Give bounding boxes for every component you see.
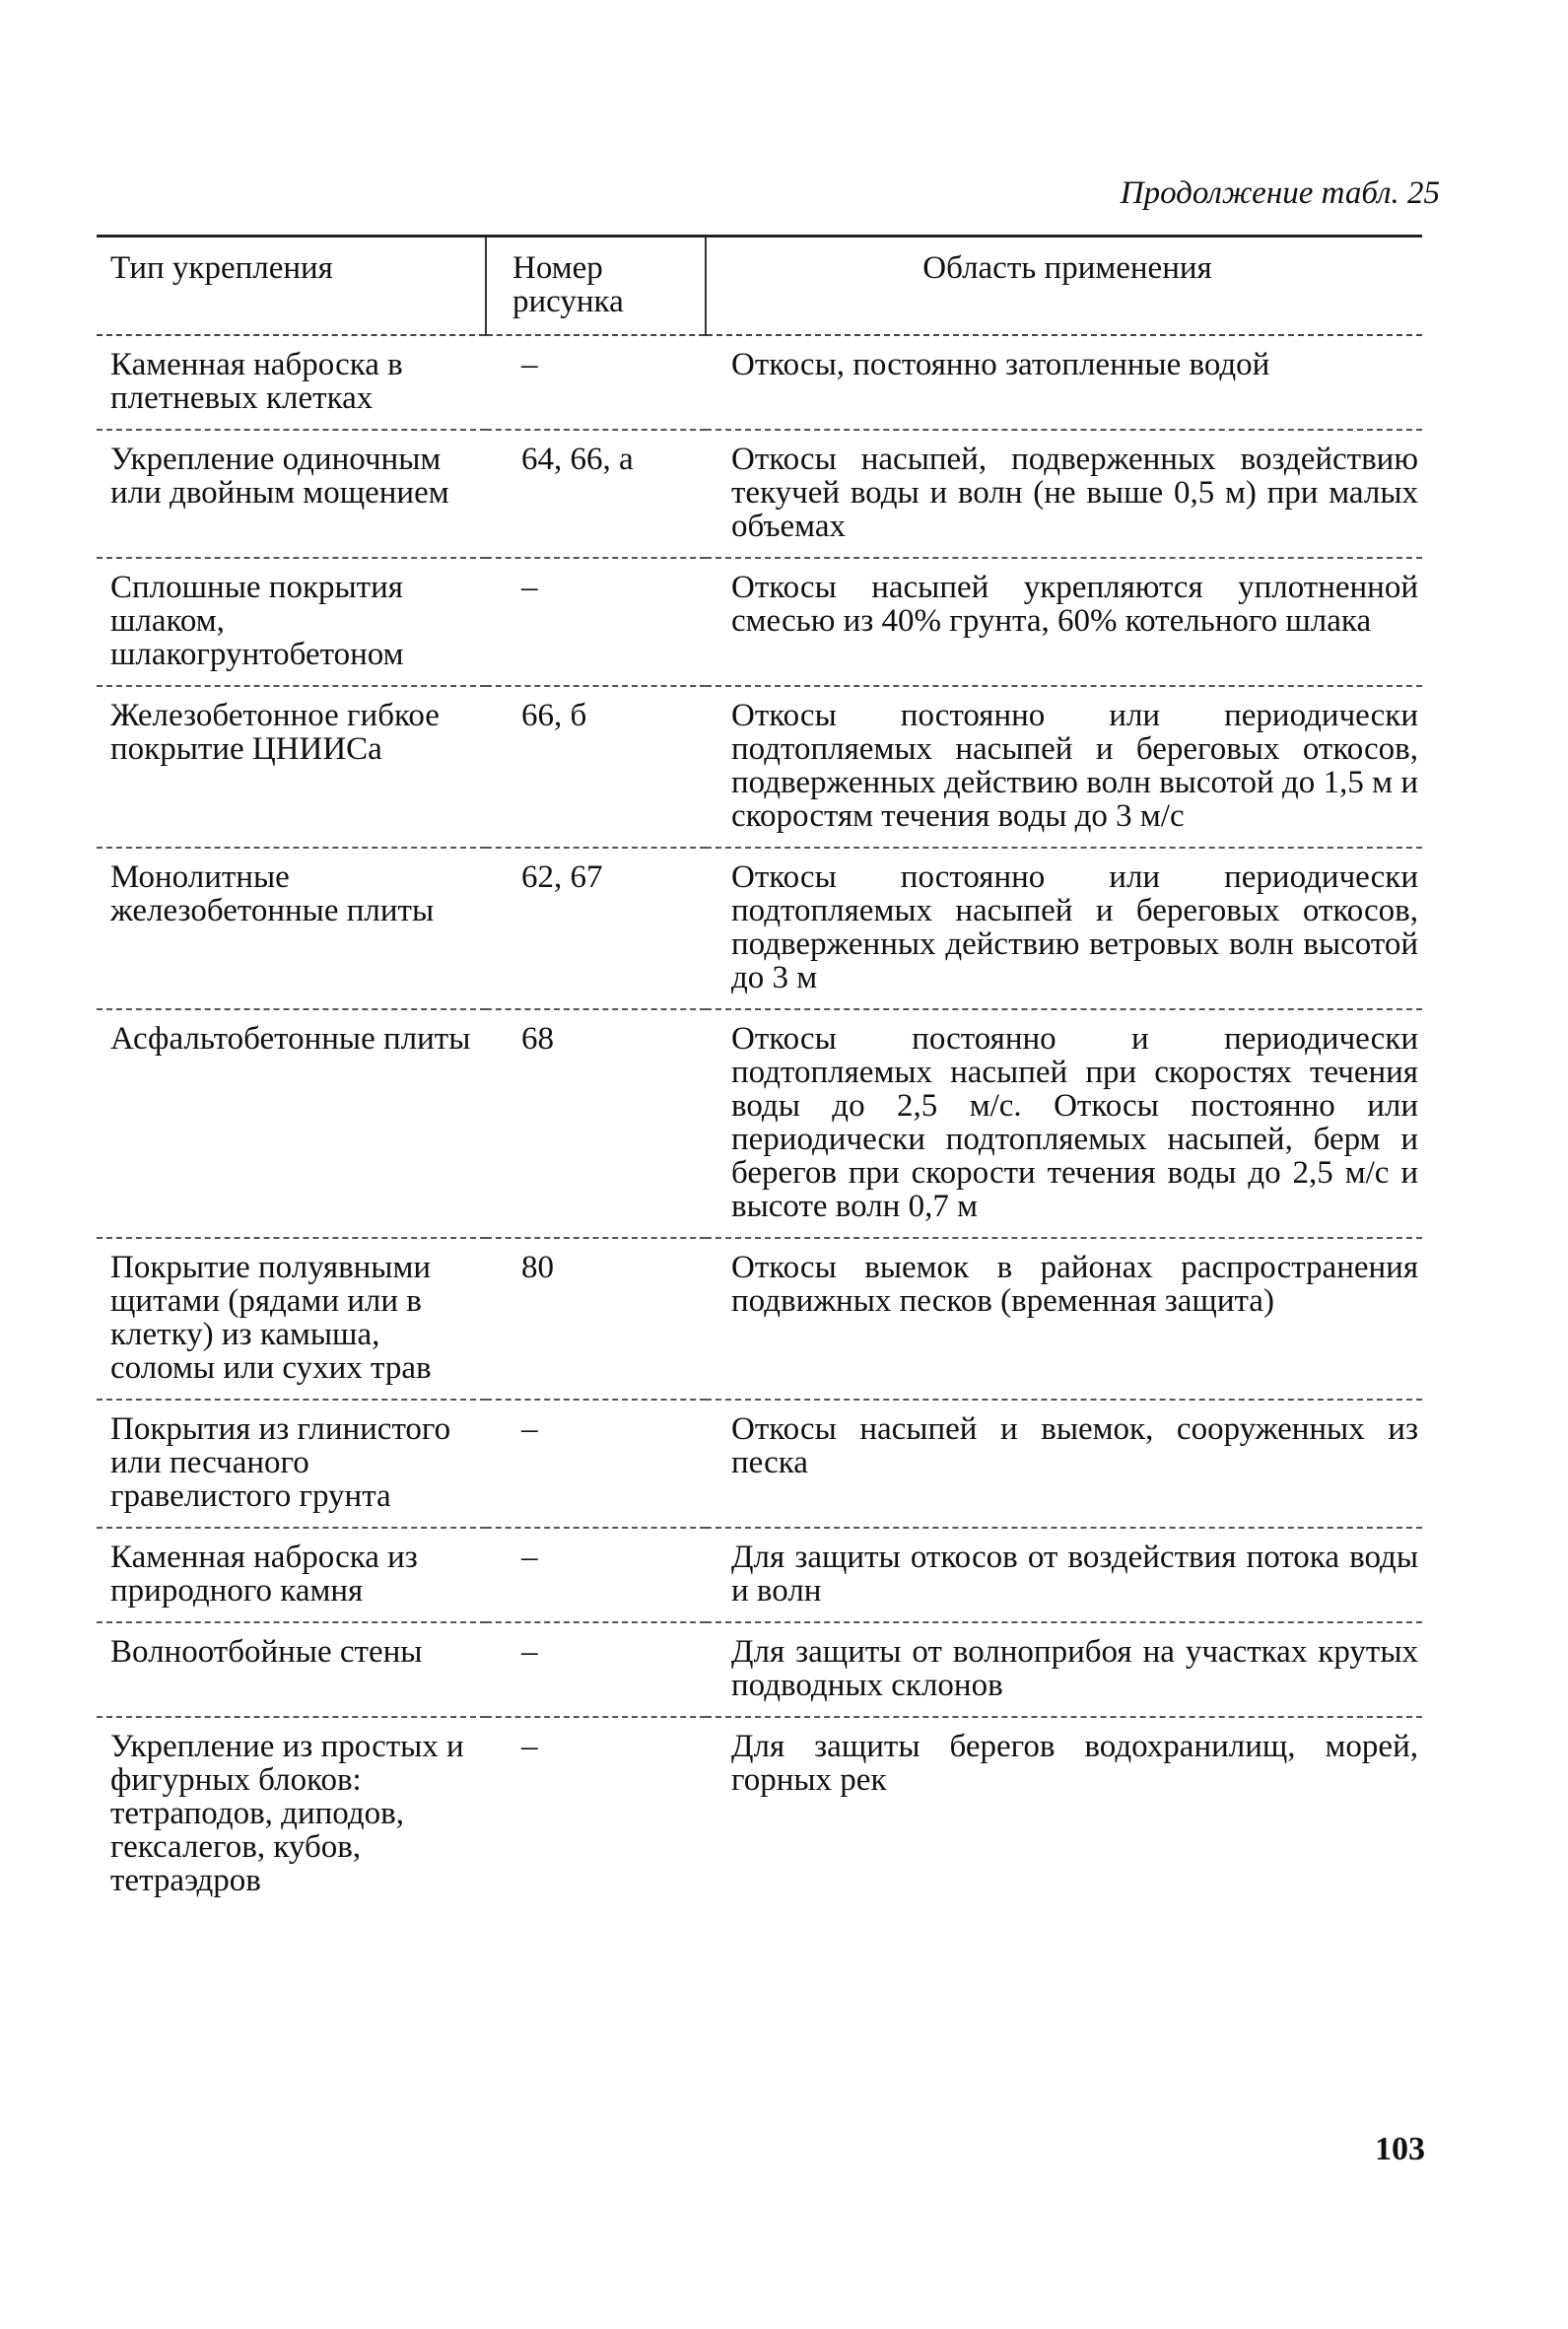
table-row	[97, 686, 1422, 848]
table-row	[97, 430, 1422, 558]
cell-figure: 68	[486, 1009, 706, 1238]
cell-type: Укрепление из простых и фигурных блоков: тетраподов, диподов, гексалегов, кубов, тетраэдров	[110, 1729, 464, 1898]
column-header-figure: Номер рисунка	[486, 237, 706, 336]
cell-figure: –	[486, 335, 706, 430]
table-row	[97, 1400, 1422, 1528]
cell-type: Покрытия из глинистого или песчаного гравелистого грунта	[97, 1400, 486, 1528]
cell-figure: –	[486, 558, 706, 686]
cell-figure: 62, 67	[486, 848, 706, 1009]
cell-type: Асфальтобетонные плиты	[97, 1009, 486, 1238]
table-row	[97, 1622, 1422, 1717]
table-row	[97, 335, 1422, 430]
table-row	[97, 1717, 1422, 1911]
cell-type: Железобетонное гибкое покрытие ЦНИИСа	[97, 686, 486, 848]
table-row	[97, 1009, 1422, 1238]
cell-area: Для защиты от волноприбоя на участках крутых подводных склонов	[706, 1622, 1422, 1717]
cell-type: Покрытие полуявными щитами (рядами или в клетку) из камыша, соломы или сухих трав	[97, 1238, 486, 1400]
cell-area: Откосы постоянно или периодически подтопляемых насыпей и береговых откосов, подверженных действию волн высотой до 1,5 м и скоростям течения воды до 3 м/с	[706, 686, 1422, 848]
cell-type: Монолитные железобетонные плиты	[97, 848, 486, 1009]
table-row	[97, 848, 1422, 1009]
cell-area: Откосы постоянно и периодически подтопляемых насыпей при скоростях течения воды до 2,5 м/с. Откосы постоянно или периодически подтопляемых насыпей, берм и берегов при скорости течения воды до 2,5 м/с и высоте волн 0,7 м	[706, 1009, 1422, 1238]
cell-area: Для защиты берегов водохранилищ, морей, горных рек	[731, 1729, 1418, 1798]
cell-type: Волноотбойные стены	[97, 1622, 486, 1717]
cell-area: Откосы насыпей и выемок, сооруженных из песка	[706, 1400, 1422, 1528]
cell-figure: –	[521, 1729, 538, 1764]
cell-type: Сплошные покрытия шлаком, шлакогрунтобетоном	[97, 558, 486, 686]
table-continuation-caption: Продолжение табл. 25	[1120, 175, 1440, 211]
table-row	[97, 558, 1422, 686]
page-number: 103	[1375, 2131, 1425, 2167]
cell-figure: 66, б	[486, 686, 706, 848]
table-header-row	[97, 237, 1422, 336]
cell-area: Для защиты откосов от воздействия потока воды и волн	[706, 1528, 1422, 1622]
cell-figure: –	[486, 1400, 706, 1528]
data-table	[97, 235, 1422, 1911]
cell-figure: –	[486, 1622, 706, 1717]
slope-protection-table	[97, 235, 1422, 1911]
table-row	[97, 1238, 1422, 1400]
cell-area: Откосы выемок в районах распространения подвижных песков (временная защита)	[706, 1238, 1422, 1400]
cell-type: Каменная наброска из природного камня	[97, 1528, 486, 1622]
cell-area: Откосы насыпей укрепляются уплотненной смесью из 40% грунта, 60% котельного шлака	[706, 558, 1422, 686]
cell-figure: –	[486, 1528, 706, 1622]
cell-type: Укрепление одиночным или двойным мощением	[97, 430, 486, 558]
cell-area: Откосы постоянно или периодически подтопляемых насыпей и береговых откосов, подверженных действию ветровых волн высотой до 3 м	[706, 848, 1422, 1009]
cell-figure: 64, 66, а	[486, 430, 706, 558]
cell-area: Откосы насыпей, подверженных воздействию текучей воды и волн (не выше 0,5 м) при малых объемах	[706, 430, 1422, 558]
cell-area: Откосы, постоянно затопленные водой	[706, 335, 1422, 430]
column-header-area: Область применения	[706, 237, 1422, 336]
cell-type: Каменная наброска в плетневых клетках	[97, 335, 486, 430]
table-row	[97, 1528, 1422, 1622]
cell-figure: 80	[486, 1238, 706, 1400]
column-header-type: Тип укрепления	[97, 237, 486, 336]
